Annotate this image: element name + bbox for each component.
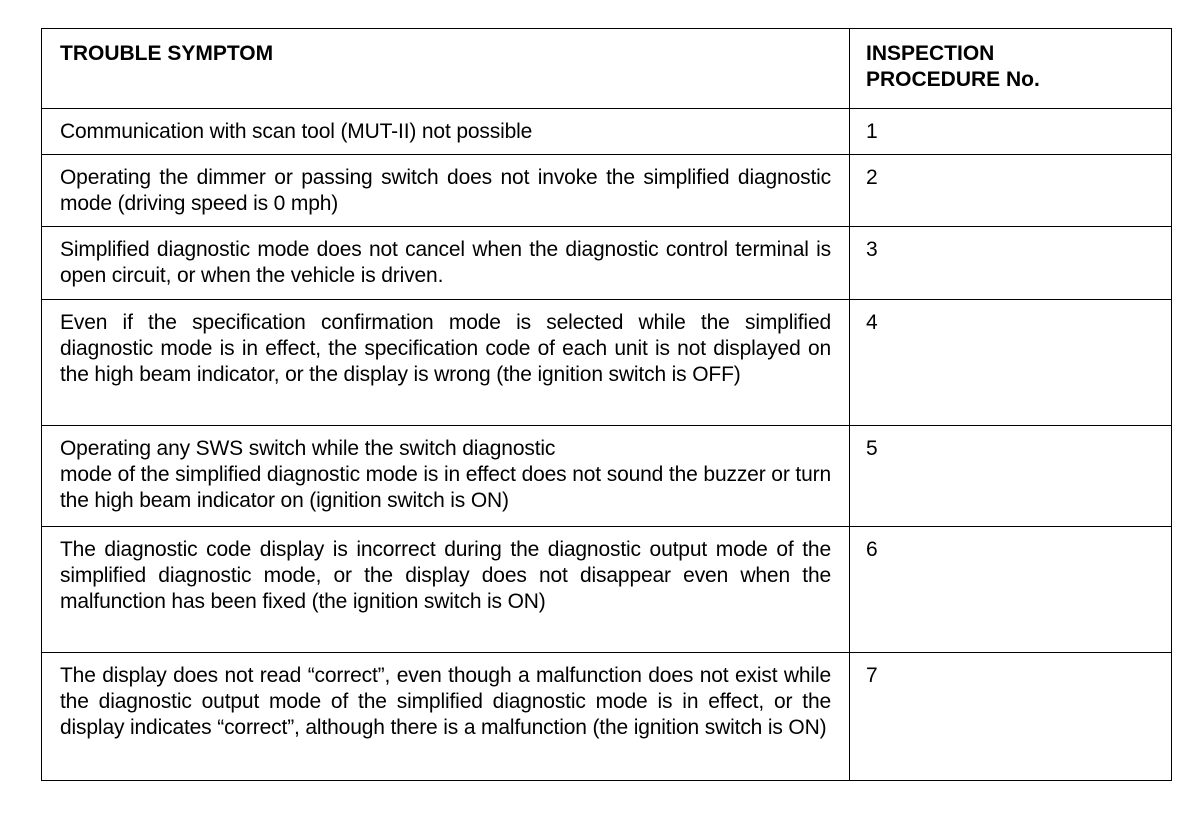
table-row (42, 426, 1172, 527)
table-row (42, 227, 1172, 300)
procedure-number-cell: 6 (850, 527, 1172, 653)
symptom-cell: Even if the specification confirmation mode is selected while the simplified diagnostic mode is in effect, the specification code of each unit is not displayed on the high beam indicator, or the display is wrong (the ignition switch is OFF) (42, 300, 850, 426)
inspection-procedure-header-line1: INSPECTION (866, 42, 995, 65)
symptom-cell: The display does not read “correct”, even though a malfunction does not exist while the diagnostic output mode of the simplified diagnostic mode is in effect, or the display indicates “correct”, although there is a malfunction (the ignition switch is ON) (42, 653, 850, 781)
trouble-symptom-header: TROUBLE SYMPTOM (42, 29, 850, 109)
table-row (42, 155, 1172, 227)
symptom-cell-line1: Operating any SWS switch while the switch diagnostic (60, 437, 556, 460)
table-row (42, 109, 1172, 155)
symptom-cell: Operating the dimmer or passing switch does not invoke the simplified diagnostic mode (driving speed is 0 mph) (42, 155, 850, 227)
symptom-cell: The diagnostic code display is incorrect during the diagnostic output mode of the simplified diagnostic mode, or the display does not disappear even when the malfunction has been fixed (the ignition switch is ON) (42, 527, 850, 653)
trouble-symptom-table (41, 28, 1172, 781)
table-row (42, 653, 1172, 781)
table-header-row (42, 29, 1172, 109)
symptom-cell-line2: mode of the simplified diagnostic mode is in effect does not sound the buzzer or turn the high beam indicator on (ignition switch is ON) (60, 463, 831, 512)
procedure-number-cell: 2 (850, 155, 1172, 227)
procedure-number-cell: 1 (850, 109, 1172, 155)
inspection-procedure-header (850, 29, 1172, 109)
symptom-cell: Communication with scan tool (MUT-II) not possible (42, 109, 850, 155)
symptom-cell: Simplified diagnostic mode does not cancel when the diagnostic control terminal is open circuit, or when the vehicle is driven. (42, 227, 850, 300)
table-row (42, 527, 1172, 653)
procedure-number-cell: 7 (850, 653, 1172, 781)
procedure-number-cell: 4 (850, 300, 1172, 426)
procedure-number-cell: 3 (850, 227, 1172, 300)
inspection-procedure-header-line2: PROCEDURE No. (866, 68, 1040, 91)
symptom-cell (42, 426, 850, 527)
procedure-number-cell: 5 (850, 426, 1172, 527)
table-row (42, 300, 1172, 426)
